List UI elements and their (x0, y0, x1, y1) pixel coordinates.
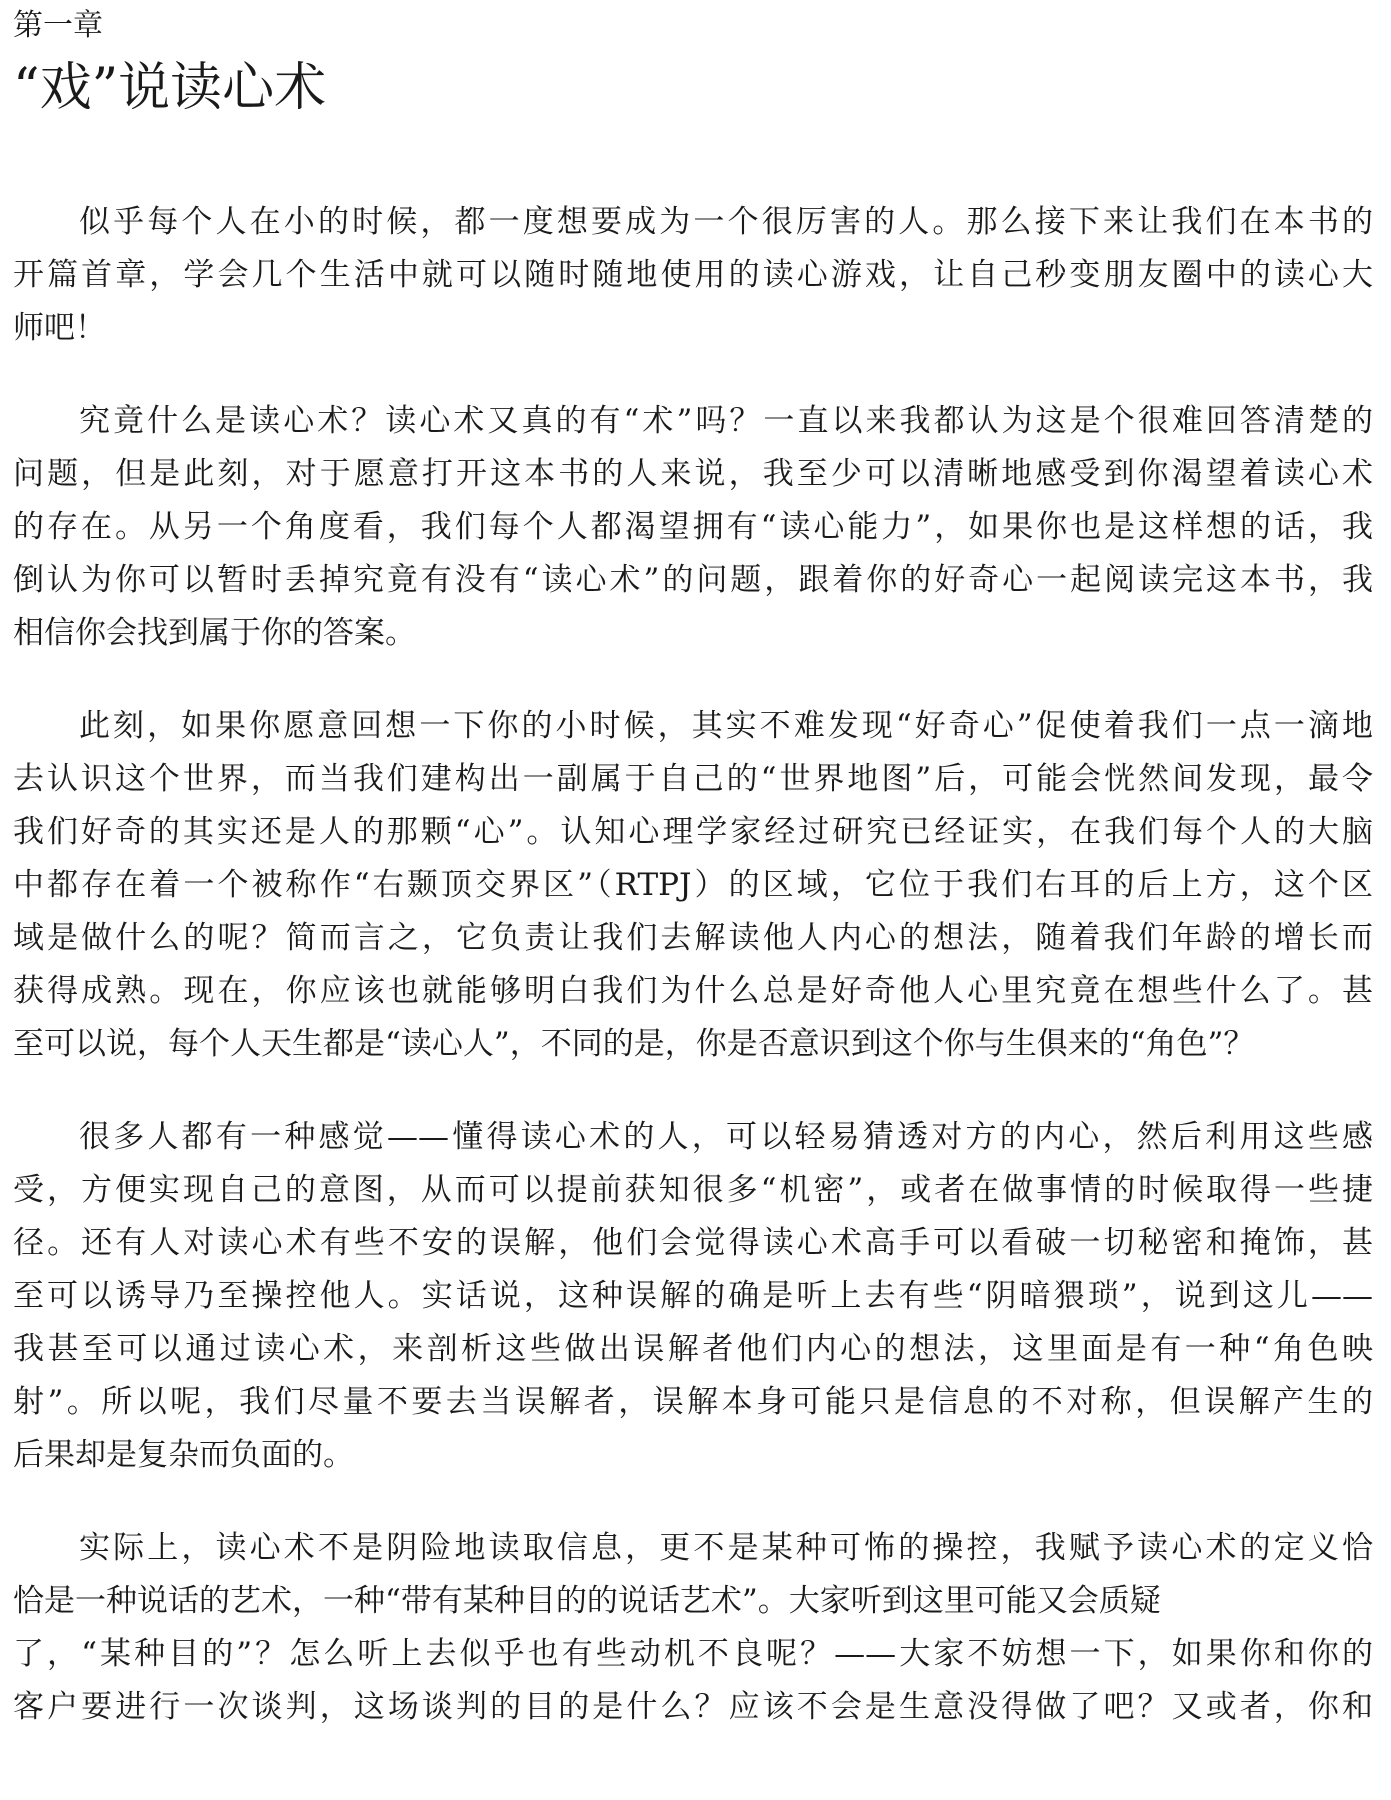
chapter-label: 第一章 (13, 8, 103, 43)
text-line: 域是做什么的呢？简而言之，它负责让我们去解读他人内心的想法，随着我们年龄的增长而 (13, 920, 1373, 956)
text-line: 后果却是复杂而负面的。 (13, 1437, 354, 1473)
text-line: 去认识这个世界，而当我们建构出一副属于自己的“世界地图”后，可能会恍然间发现，最令 (13, 761, 1373, 797)
text-line: 师吧！ (13, 310, 106, 346)
text-line: 倒认为你可以暂时丢掉究竟有没有“读心术”的问题，跟着你的好奇心一起阅读完这本书，我 (13, 562, 1373, 598)
paragraph (13, 1111, 1373, 1482)
text-line: 我甚至可以通过读心术，来剖析这些做出误解者他们内心的想法，这里面是有一种“角色映 (13, 1331, 1373, 1367)
text-line: 问题，但是此刻，对于愿意打开这本书的人来说，我至少可以清晰地感受到你渴望着读心术 (13, 456, 1373, 492)
body-text (13, 196, 1373, 1774)
text-line: 相信你会找到属于你的答案。 (13, 615, 416, 651)
text-line: 中都存在着一个被称作“右颞顶交界区”（RTPJ）的区域，它位于我们右耳的后上方，这个区 (13, 867, 1373, 903)
text-line: 径。还有人对读心术有些不安的误解，他们会觉得读心术高手可以看破一切秘密和掩饰，甚 (13, 1225, 1373, 1261)
text-line: 究竟什么是读心术？读心术又真的有“术”吗？一直以来我都认为这是个很难回答清楚的 (79, 403, 1373, 439)
paragraph (13, 196, 1373, 355)
text-line: 很多人都有一种感觉——懂得读心术的人，可以轻易猜透对方的内心，然后利用这些感 (79, 1119, 1373, 1155)
chapter-title: “戏”说读心术 (13, 58, 327, 118)
text-line: 射”。所以呢，我们尽量不要去当误解者，误解本身可能只是信息的不对称，但误解产生的 (13, 1384, 1373, 1420)
text-line: 了，“某种目的”？怎么听上去似乎也有些动机不良呢？——大家不妨想一下，如果你和你的 (13, 1636, 1373, 1672)
text-line: 开篇首章，学会几个生活中就可以随时随地使用的读心游戏，让自己秒变朋友圈中的读心大 (13, 257, 1373, 293)
text-line: 至可以诱导乃至操控他人。实话说，这种误解的确是听上去有些“阴暗猥琐”，说到这儿—— (13, 1278, 1373, 1314)
text-line: 我们好奇的其实还是人的那颗“心”。认知心理学家经过研究已经证实，在我们每个人的大脑 (13, 814, 1373, 850)
text-line: 获得成熟。现在，你应该也就能够明白我们为什么总是好奇他人心里究竟在想些什么了。甚 (13, 973, 1373, 1009)
text-line: 的存在。从另一个角度看，我们每个人都渴望拥有“读心能力”，如果你也是这样想的话，我 (13, 509, 1373, 545)
paragraph (13, 395, 1373, 660)
text-line: 至可以说，每个人天生都是“读心人”，不同的是，你是否意识到这个你与生俱来的“角色”？ (13, 1026, 1255, 1062)
text-line: 受，方便实现自己的意图，从而可以提前获知很多“机密”，或者在做事情的时候取得一些捷 (13, 1172, 1373, 1208)
text-line: 似乎每个人在小的时候，都一度想要成为一个很厉害的人。那么接下来让我们在本书的 (79, 204, 1373, 240)
text-line: 实际上，读心术不是阴险地读取信息，更不是某种可怖的操控，我赋予读心术的定义恰 (79, 1530, 1373, 1566)
paragraph (13, 700, 1373, 1071)
text-line: 恰是一种说话的艺术，一种“带有某种目的的说话艺术”。大家听到这里可能又会质疑 (13, 1583, 1161, 1619)
paragraph (13, 1522, 1373, 1734)
text-line: 客户要进行一次谈判，这场谈判的目的是什么？应该不会是生意没得做了吧？又或者，你和 (13, 1689, 1373, 1725)
text-line: 此刻，如果你愿意回想一下你的小时候，其实不难发现“好奇心”促使着我们一点一滴地 (79, 708, 1373, 744)
